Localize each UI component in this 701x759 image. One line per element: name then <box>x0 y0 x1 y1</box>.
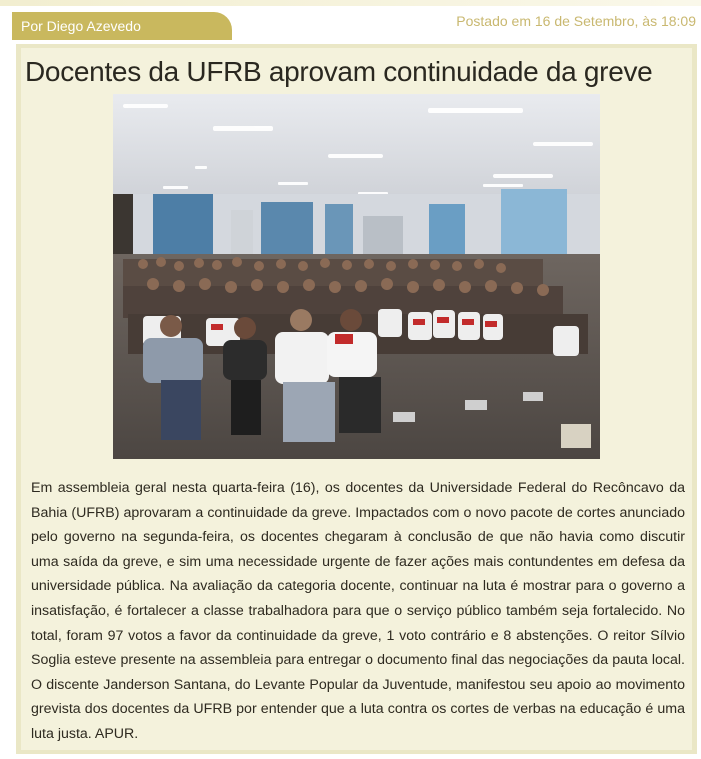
top-strip <box>0 0 701 6</box>
article-photo <box>113 94 600 459</box>
auditorium-photo-illustration <box>113 94 600 459</box>
author-label: Por Diego Azevedo <box>21 18 141 34</box>
posted-date: Postado em 16 de Setembro, às 18:09 <box>456 13 696 29</box>
article-panel <box>16 44 697 754</box>
article-title: Docentes da UFRB aprovam continuidade da greve <box>25 56 653 87</box>
article-body-area <box>21 48 692 750</box>
author-tab <box>12 12 232 40</box>
article-body: Em assembleia geral nesta quarta-feira (16), os docentes da Universidade Federal do Recôncavo da Bahia (UFRB) aprovaram a continuidade da greve. Impactados com o novo pacote de cortes anunciado pelo governo na segunda-feira, os docentes chegaram à conclusão de que não havia como discutir uma saída da greve, e sim uma necessidade urgente de fazer ações mais contundentes em defesa da universidade pública. Na avaliação da categoria docente, continuar na luta é mostrar para o governo a insatisfação, é fortalecer a classe trabalhadora para que o serviço público também seja fortalecido. No total, foram 97 votos a favor da continuidade da greve, 1 voto contrário e 8 abstenções. O reitor Sílvio Soglia esteve presente na assembleia para entregar o documento final das negociações da pauta local. O discente Janderson Santana, do Levante Popular da Juventude, manifestou seu apoio ao movimento grevista dos docentes da UFRB por entender que a luta contra os cortes de verbas na educação é uma luta justa. APUR. <box>31 480 685 742</box>
